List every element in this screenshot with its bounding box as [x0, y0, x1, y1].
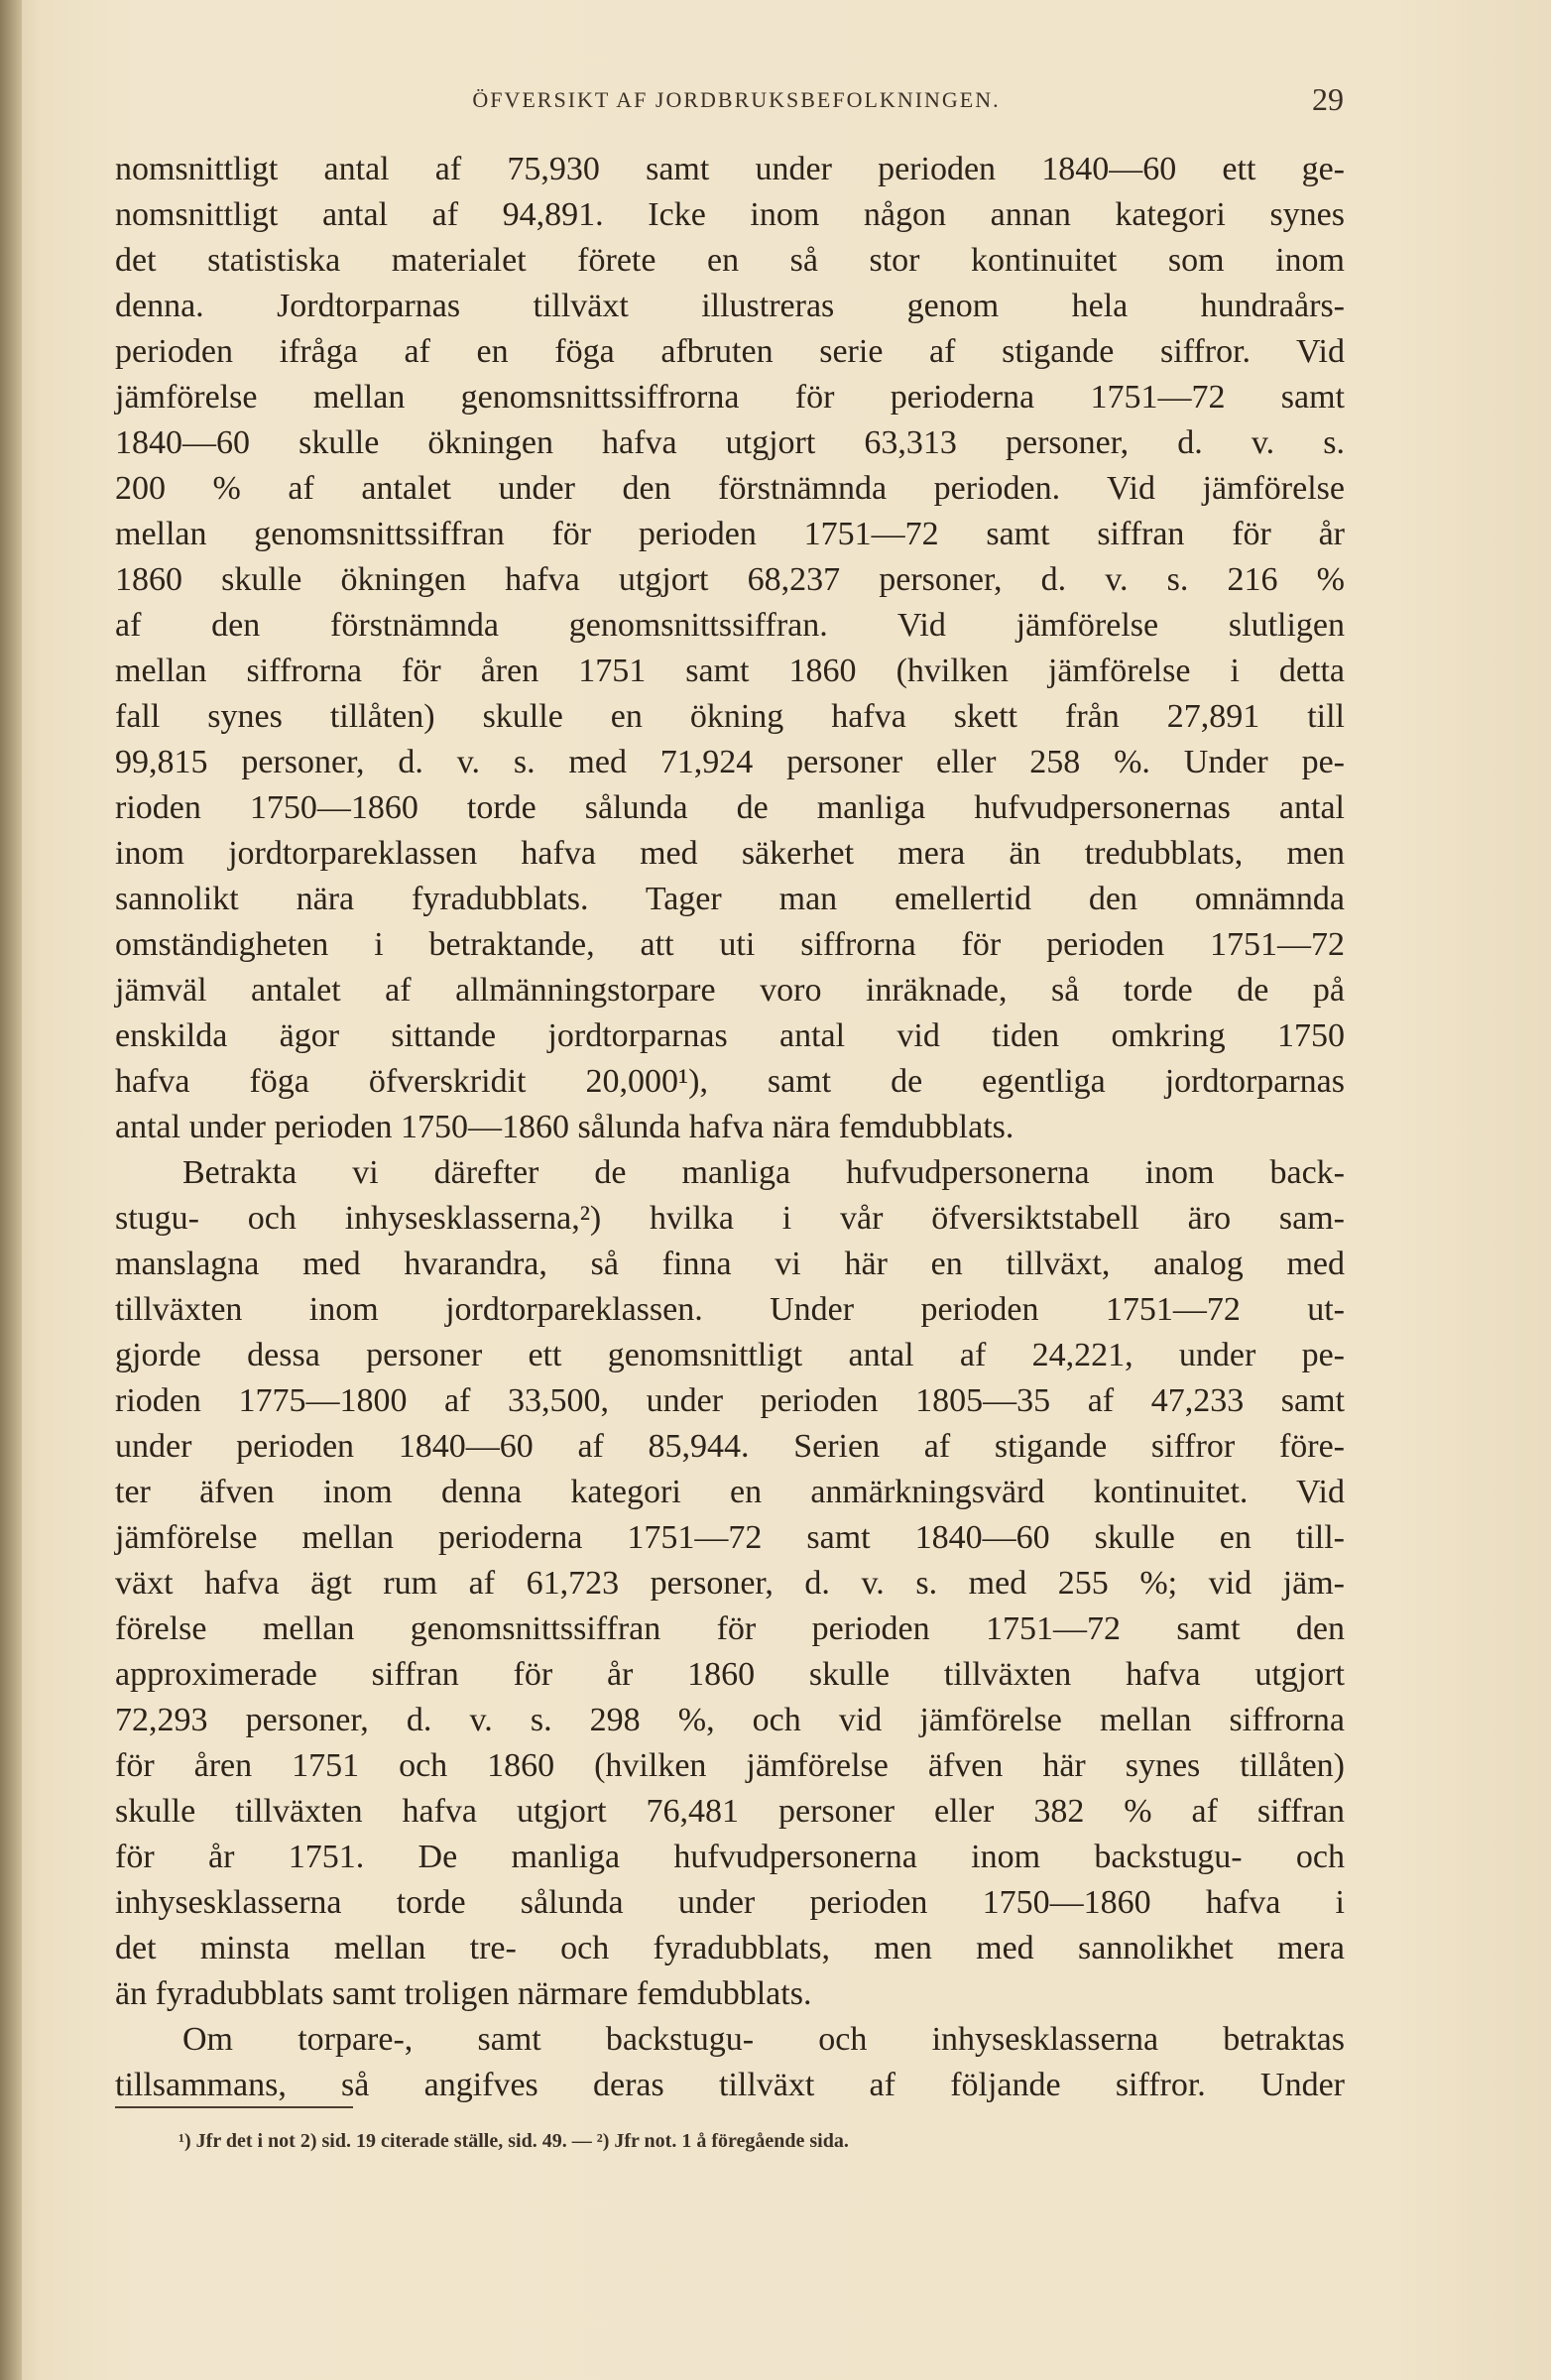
paragraph-end-line: än fyradubblats samt troligen närmare femdubblats. [115, 1975, 812, 2012]
text-line: inom jordtorpareklassen hafva med säkerhet mera än tredubblats, men [115, 835, 1345, 872]
text-line: för åren 1751 och 1860 (hvilken jämförelse äfven här synes tillåten) [115, 1747, 1345, 1784]
text-line: jämförelse mellan perioderna 1751—72 samt 1840—60 skulle en till- [115, 1519, 1345, 1556]
text-line: rioden 1775—1800 af 33,500, under perioden 1805—35 af 47,233 samt [115, 1382, 1345, 1419]
text-line: perioden ifråga af en föga afbruten serie af stigande siffror. Vid [115, 333, 1345, 370]
text-line: af den förstnämnda genomsnittssiffran. Vid jämförelse slutligen [115, 607, 1345, 644]
text-line: det minsta mellan tre- och fyradubblats, men med sannolikhet mera [115, 1930, 1345, 1966]
text-line: rioden 1750—1860 torde sålunda de manliga hufvudpersonernas antal [115, 789, 1345, 826]
text-line: inhysesklasserna torde sålunda under perioden 1750—1860 hafva i [115, 1884, 1345, 1921]
text-line: manslagna med hvarandra, så finna vi här en tillväxt, analog med [115, 1246, 1345, 1282]
text-line: mellan genomsnittssiffran för perioden 1751—72 samt siffran för år [115, 516, 1345, 552]
text-line: för år 1751. De manliga hufvudpersonerna inom backstugu- och [115, 1839, 1345, 1875]
text-line: 72,293 personer, d. v. s. 298 %, och vid jämförelse mellan siffrorna [115, 1702, 1345, 1738]
running-head [129, 81, 1344, 127]
text-line: tillsammans, så angifves deras tillväxt af följande siffror. Under [115, 2067, 1345, 2103]
text-line: förelse mellan genomsnittssiffran för perioden 1751—72 samt den [115, 1610, 1345, 1647]
text-line: hafva föga öfverskridit 20,000¹), samt de egentliga jordtorparnas [115, 1063, 1345, 1100]
text-line: fall synes tillåten) skulle en ökning hafva skett från 27,891 till [115, 698, 1345, 735]
text-line: jämväl antalet af allmänningstorpare voro inräknade, så torde de på [115, 972, 1345, 1009]
text-line: mellan siffrorna för åren 1751 samt 1860 (hvilken jämförelse i detta [115, 653, 1345, 689]
text-line: denna. Jordtorparnas tillväxt illustreras genom hela hundraårs- [115, 288, 1345, 324]
text-line: skulle tillväxten hafva utgjort 76,481 personer eller 382 % af siffran [115, 1793, 1345, 1830]
page-number: 29 [1312, 81, 1344, 117]
text-line: gjorde dessa personer ett genomsnittligt antal af 24,221, under pe- [115, 1337, 1345, 1373]
paragraph-start-line: Betrakta vi därefter de manliga hufvudpersonerna inom back- [182, 1154, 1345, 1191]
text-line: ter äfven inom denna kategori en anmärkningsvärd kontinuitet. Vid [115, 1474, 1345, 1510]
text-line: approximerade siffran för år 1860 skulle tillväxten hafva utgjort [115, 1656, 1345, 1693]
binding-edge [0, 0, 22, 2380]
text-line: det statistiska materialet förete en så stor kontinuitet som inom [115, 242, 1345, 279]
text-line: sannolikt nära fyradubblats. Tager man emellertid den omnämnda [115, 881, 1345, 917]
text-line: 99,815 personer, d. v. s. med 71,924 personer eller 258 %. Under pe- [115, 744, 1345, 780]
text-line: växt hafva ägt rum af 61,723 personer, d. v. s. med 255 %; vid jäm- [115, 1565, 1345, 1602]
paragraph-start-line: Om torpare-, samt backstugu- och inhysesklasserna betraktas [182, 2021, 1345, 2058]
paragraph-end-line: antal under perioden 1750—1860 sålunda hafva nära femdubblats. [115, 1109, 1014, 1145]
text-line: jämförelse mellan genomsnittssiffrorna för perioderna 1751—72 samt [115, 379, 1345, 416]
footnote: ¹) Jfr det i not 2) sid. 19 citerade ställe, sid. 49. — ²) Jfr not. 1 å föregående sida. [179, 2130, 849, 2152]
footnote-rule [115, 2106, 353, 2108]
text-line: under perioden 1840—60 af 85,944. Serien af stigande siffror före- [115, 1428, 1345, 1465]
running-title: ÖFVERSIKT AF JORDBRUKSBEFOLKNINGEN. [472, 87, 1001, 112]
text-line: nomsnittligt antal af 75,930 samt under perioden 1840—60 ett ge- [115, 151, 1345, 187]
body-text [115, 147, 1345, 2108]
text-line: nomsnittligt antal af 94,891. Icke inom någon annan kategori synes [115, 196, 1345, 233]
text-line: tillväxten inom jordtorpareklassen. Under perioden 1751—72 ut- [115, 1291, 1345, 1328]
text-line: 200 % af antalet under den förstnämnda perioden. Vid jämförelse [115, 470, 1345, 507]
text-line: enskilda ägor sittande jordtorparnas antal vid tiden omkring 1750 [115, 1017, 1345, 1054]
text-line: 1860 skulle ökningen hafva utgjort 68,237 personer, d. v. s. 216 % [115, 561, 1345, 598]
text-line: stugu- och inhysesklasserna,²) hvilka i vår öfversiktstabell äro sam- [115, 1200, 1345, 1237]
text-line: omständigheten i betraktande, att uti siffrorna för perioden 1751—72 [115, 926, 1345, 963]
text-line: 1840—60 skulle ökningen hafva utgjort 63,313 personer, d. v. s. [115, 424, 1345, 461]
